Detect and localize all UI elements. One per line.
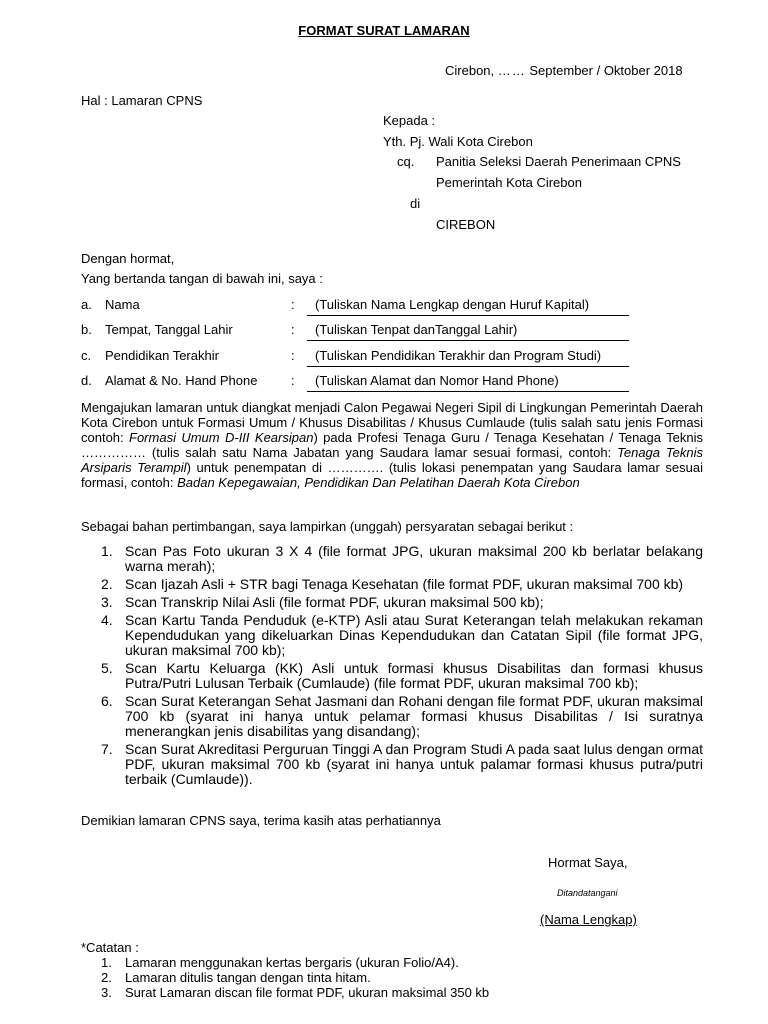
list-text: Scan Pas Foto ukuran 3 X 4 (file format JPG, ukuran maksimal 200 kb berlatar belakang warna merah);	[125, 543, 703, 574]
list-number: 6.	[101, 693, 113, 709]
paragraph-example: Badan Kepegawaian, Pendidikan Dan Pelatihan Daerah Kota Cirebon	[177, 475, 580, 490]
list-item	[81, 544, 703, 574]
list-number: 1.	[101, 955, 112, 970]
identity-letter: a.	[81, 297, 92, 312]
notes-heading: *Catatan :	[81, 940, 139, 955]
list-number: 3.	[101, 985, 112, 1000]
identity-underline	[307, 340, 629, 341]
identity-label: Tempat, Tanggal Lahir	[105, 322, 233, 337]
identity-value: (Tuliskan Nama Lengkap dengan Huruf Kapital)	[315, 297, 590, 312]
identity-colon: :	[291, 373, 295, 388]
identity-colon: :	[291, 348, 295, 363]
list-item	[81, 742, 703, 787]
notes-list	[81, 955, 641, 1000]
recipient-di: di	[410, 196, 421, 211]
requirements-list	[81, 544, 703, 790]
list-item	[81, 694, 703, 739]
paragraph-example: Formasi Umum D-III Kearsipan	[129, 430, 314, 445]
list-number: 4.	[101, 612, 113, 628]
list-item	[81, 985, 641, 1000]
list-text: Scan Transkrip Nilai Asli (file format PDF, ukuran maksimal 500 kb);	[125, 594, 544, 610]
identity-label: Nama	[105, 297, 140, 312]
list-item	[81, 970, 641, 985]
list-item	[81, 661, 703, 691]
list-text: Scan Ijazah Asli + STR bagi Tenaga Kesehatan (file format PDF, ukuran maksimal 700 kb)	[125, 576, 684, 592]
list-number: 7.	[101, 741, 113, 757]
signature-signed: Ditandatangani	[557, 888, 618, 898]
identity-letter: c.	[81, 348, 92, 363]
list-text: Scan Kartu Tanda Penduduk (e-KTP) Asli atau Surat Keterangan telah melakukan rekaman Kependudukan yang dikeluarkan Dinas Kependudukan dan Catatan Sipil (file format JPG, ukuran maksimal 700 kb);	[125, 612, 703, 658]
list-text: Scan Kartu Keluarga (KK) Asli untuk formasi khusus Disabilitas dan formasi khusus Putra/Putri Lulusan Terbaik (Cumlaude) (file format PDF, ukuran maksimal 700 kb);	[125, 660, 703, 691]
signature-name: (Nama Lengkap)	[540, 912, 637, 927]
paragraph-example: Tenaga Teknis Arsiparis Terampil	[81, 445, 703, 475]
signature-regards: Hormat Saya,	[548, 855, 628, 870]
list-number: 5.	[101, 660, 113, 676]
intro-line: Yang bertanda tangan di bawah ini, saya :	[81, 271, 323, 286]
document-title: FORMAT SURAT LAMARAN	[298, 23, 470, 38]
identity-underline	[307, 391, 629, 392]
paragraph-text: Mengajukan lamaran untuk diangkat menjadi Calon Pegawai Negeri Sipil di Lingkungan Pemerintah Daerah Kota Cirebon untuk Formasi Umum / Khusus Disabilitas / Khusus Cumlaude (tulis salah satu jenis Formasi contoh:	[81, 400, 703, 445]
list-item	[81, 955, 641, 970]
identity-letter: d.	[81, 373, 92, 388]
greeting: Dengan hormat,	[81, 251, 175, 266]
list-text: Scan Surat Akreditasi Perguruan Tinggi A dan Program Studi A pada saat lulus dengan ormat PDF, ukuran maksimal 700 kb (syarat ini hanya untuk palamar formasi khusus putra/putri terbaik (Cumlaude)).	[125, 741, 703, 787]
recipient-line2: Panitia Seleksi Daerah Penerimaan CPNS	[436, 154, 681, 169]
recipient-line3: Pemerintah Kota Cirebon	[436, 175, 582, 190]
application-paragraph	[81, 400, 703, 490]
paragraph-text: ) untuk penempatan di …………. (tulis lokasi penempatan yang Saudara lamar sesuai formasi, contoh:	[81, 460, 703, 490]
identity-underline	[307, 315, 629, 316]
paragraph-text: ) pada Profesi Tenaga Guru / Tenaga Kesehatan / Tenaga Teknis …………… (tulis salah satu Nama Jabatan yang Saudara lamar sesuai formasi, contoh:	[81, 430, 703, 460]
identity-value: (Tuliskan Tenpat danTanggal Lahir)	[315, 322, 518, 337]
list-item	[81, 595, 703, 610]
attachment-intro: Sebagai bahan pertimbangan, saya lampirkan (unggah) persyaratan sebagai berikut :	[81, 519, 574, 534]
recipient-kepada: Kepada :	[383, 113, 436, 128]
list-text: Lamaran menggunakan kertas bergaris (ukuran Folio/A4).	[125, 955, 459, 970]
list-text: Lamaran ditulis tangan dengan tinta hitam.	[125, 970, 371, 985]
identity-row-alamat	[81, 373, 629, 393]
list-item	[81, 577, 703, 592]
list-number: 2.	[101, 576, 113, 592]
subject-line: Hal : Lamaran CPNS	[81, 93, 203, 108]
identity-label: Pendidikan Terakhir	[105, 348, 219, 363]
identity-row-nama	[81, 297, 629, 317]
identity-colon: :	[291, 322, 295, 337]
identity-value: (Tuliskan Alamat dan Nomor Hand Phone)	[315, 373, 559, 388]
identity-underline	[307, 366, 629, 367]
recipient-city: CIREBON	[436, 217, 496, 232]
list-number: 2.	[101, 970, 112, 985]
list-text: Scan Surat Keterangan Sehat Jasmani dan Rohani dengan file format PDF, ukuran maksimal 700 kb (syarat ini hanya untuk pelamar formasi khusus Disabilitas / Isi suratnya menerangkan jenis disabilitas yang disandang);	[125, 693, 703, 739]
date-value: September / Oktober 2018	[529, 63, 683, 78]
date-dots: ……	[497, 63, 526, 78]
list-number: 1.	[101, 543, 113, 559]
identity-label: Alamat & No. Hand Phone	[105, 373, 258, 388]
list-number: 3.	[101, 594, 113, 610]
recipient-cq: cq.	[397, 154, 415, 169]
date-city: Cirebon,	[445, 63, 495, 78]
list-text: Surat Lamaran discan file format PDF, ukuran maksimal 350 kb	[125, 985, 490, 1000]
recipient-line1: Yth. Pj. Wali Kota Cirebon	[383, 134, 533, 149]
identity-value: (Tuliskan Pendidikan Terakhir dan Program Studi)	[315, 348, 602, 363]
identity-colon: :	[291, 297, 295, 312]
closing-line: Demikian lamaran CPNS saya, terima kasih atas perhatiannya	[81, 813, 441, 828]
identity-row-ttl	[81, 322, 629, 342]
list-item	[81, 613, 703, 658]
date-line	[445, 63, 683, 78]
identity-row-pendidikan	[81, 348, 629, 368]
identity-letter: b.	[81, 322, 92, 337]
